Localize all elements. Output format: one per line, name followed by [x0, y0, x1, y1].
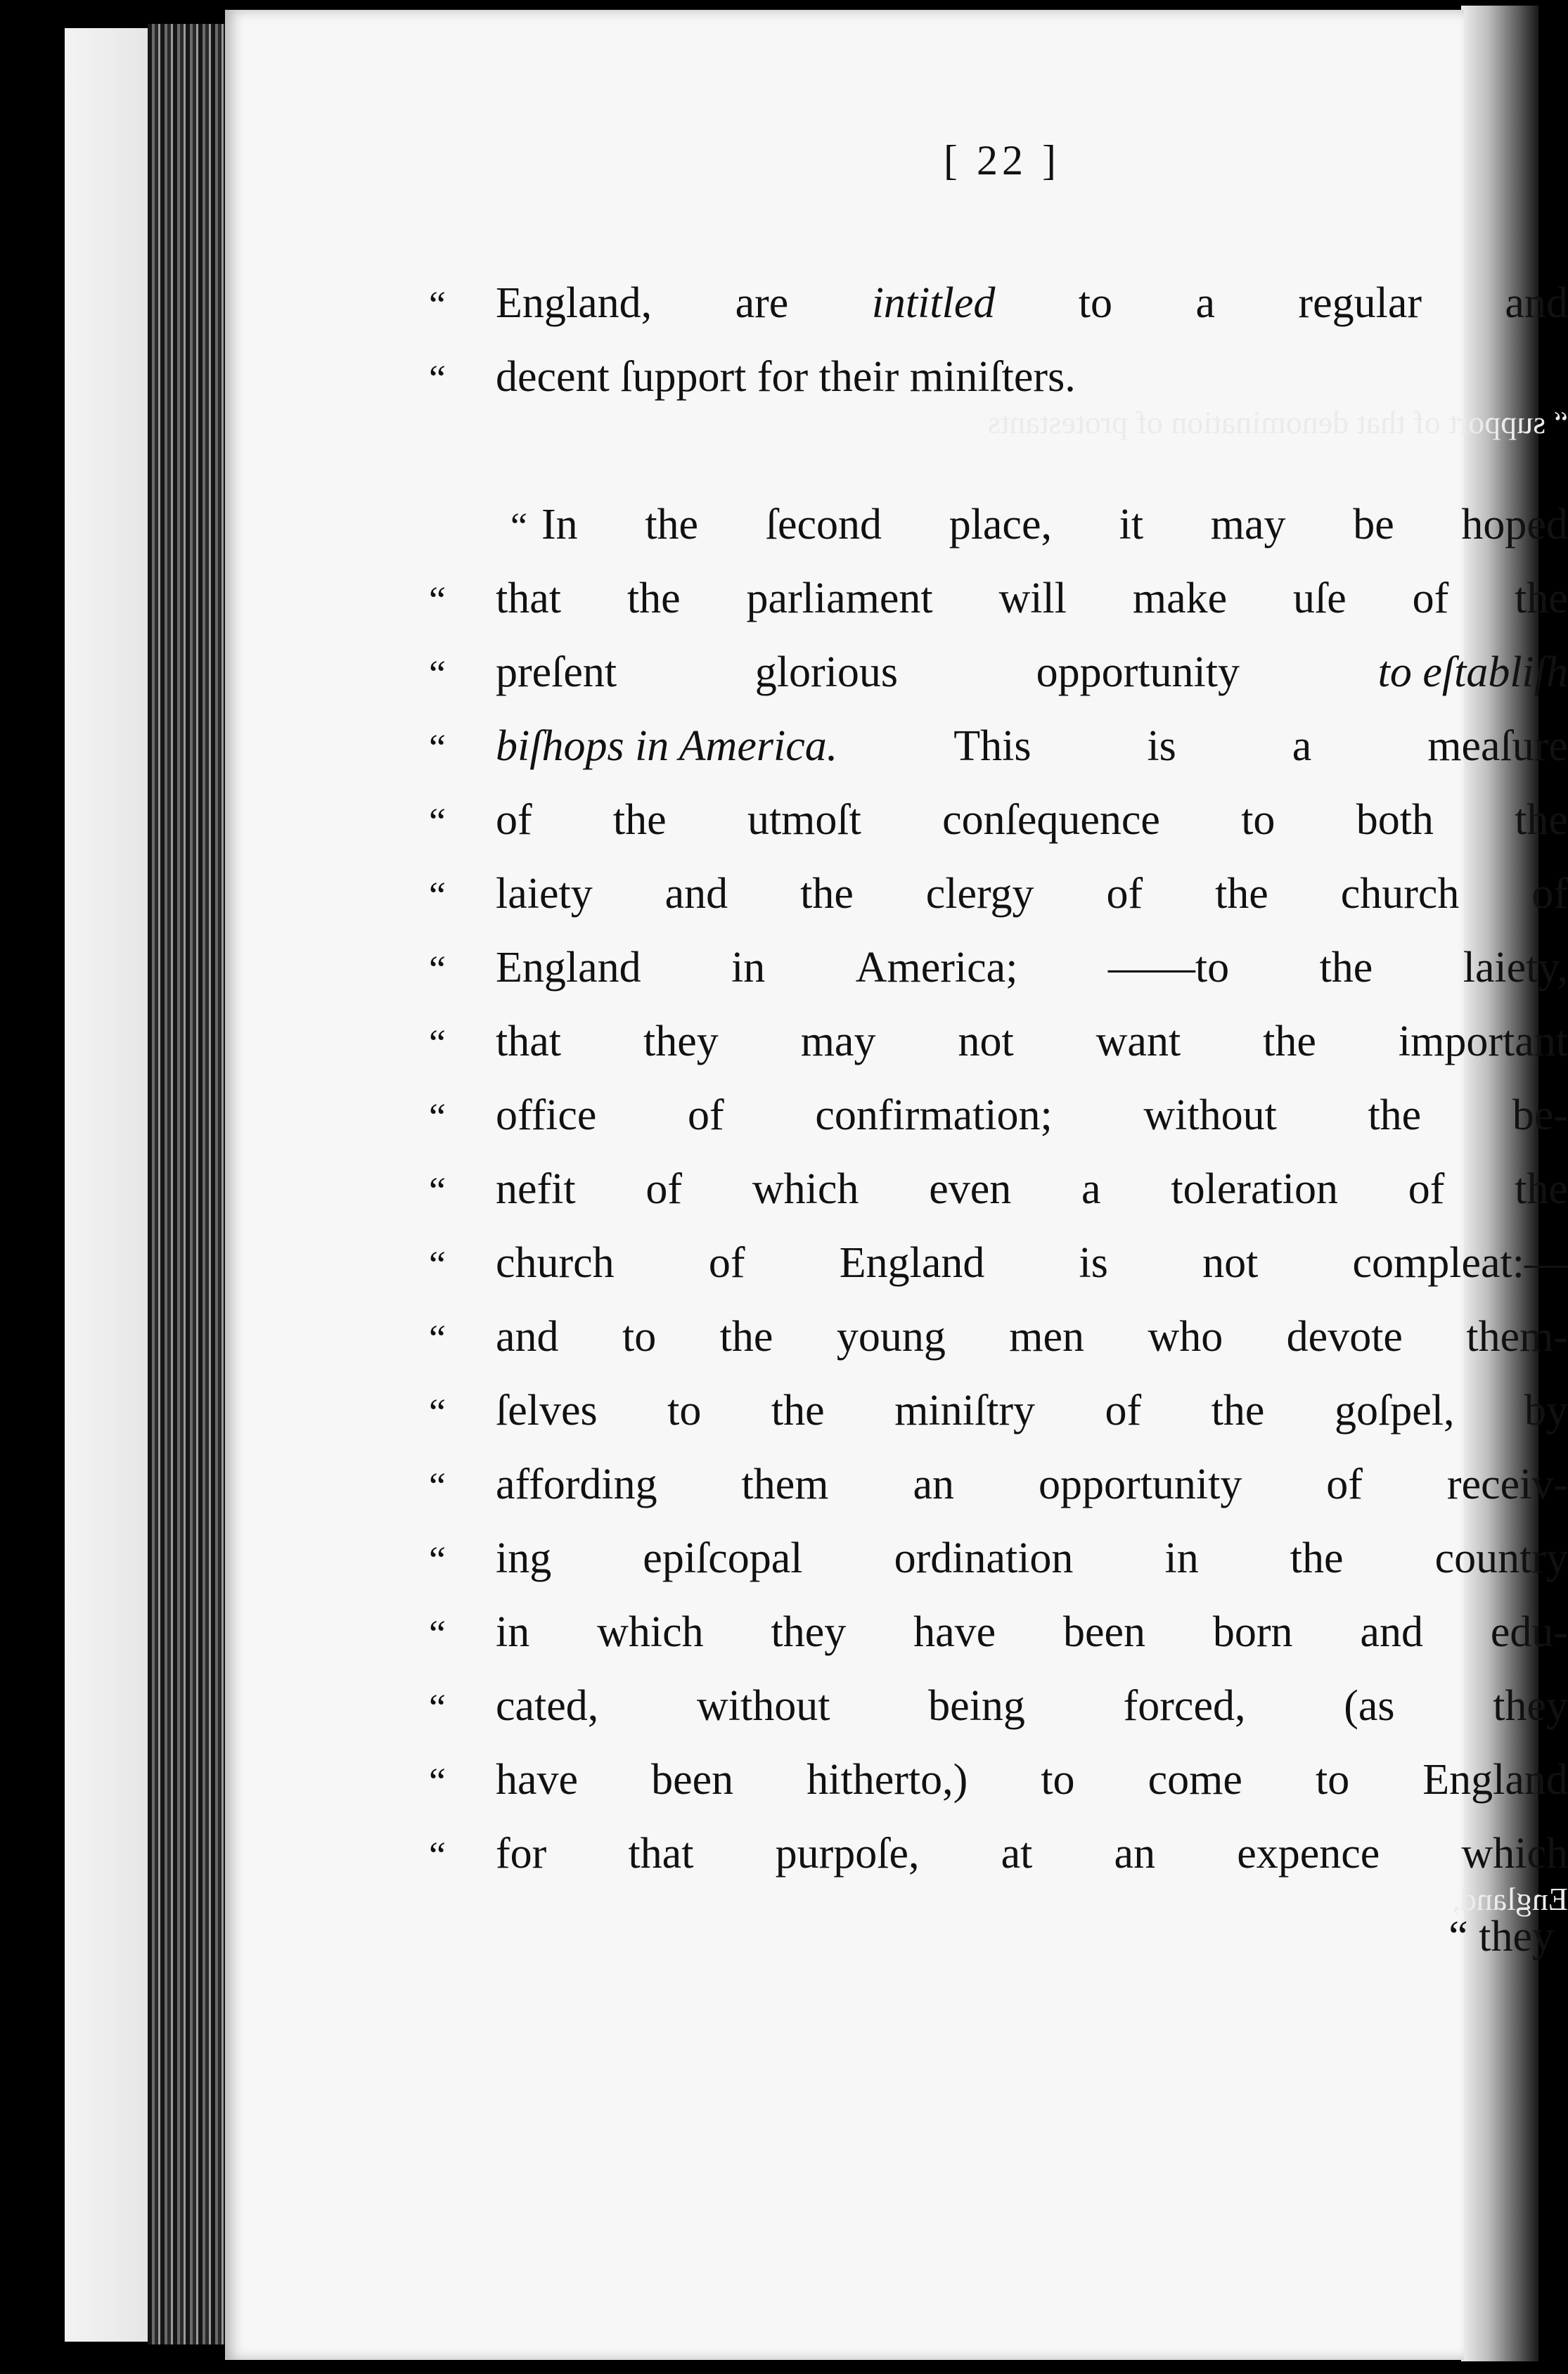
- word: and: [1360, 1608, 1423, 1656]
- word: clergy: [925, 870, 1034, 918]
- word: the: [1211, 1387, 1265, 1435]
- line-text: [541, 488, 1568, 562]
- word: who: [1148, 1313, 1223, 1361]
- word: without: [697, 1682, 830, 1730]
- word: they: [643, 1018, 719, 1065]
- word: ——to: [1107, 944, 1230, 992]
- word: that: [496, 1018, 561, 1065]
- word: America;: [855, 944, 1018, 992]
- word: the: [1215, 870, 1268, 918]
- text-line: [429, 1300, 1568, 1374]
- word: expence: [1237, 1830, 1380, 1878]
- text-line: [429, 488, 1568, 562]
- word: ing: [496, 1534, 552, 1582]
- word: been: [1063, 1608, 1146, 1656]
- book-page: [225, 10, 1568, 2360]
- line-text: [496, 1079, 1568, 1153]
- text-line: [429, 1448, 1568, 1522]
- text-line: [429, 1079, 1568, 1153]
- word: be-: [1512, 1091, 1568, 1139]
- word: confirmation;: [815, 1091, 1053, 1139]
- quotation-mark: “: [429, 1169, 446, 1212]
- bleed-through-text: England,: [1452, 1881, 1568, 1917]
- text-line: [429, 562, 1568, 636]
- quotation-mark: “: [429, 1612, 446, 1655]
- word: important: [1398, 1018, 1568, 1065]
- quotation-mark: “: [429, 948, 446, 990]
- word: not: [1202, 1239, 1259, 1287]
- word: of: [1531, 870, 1568, 918]
- quotation-mark: “: [429, 579, 446, 621]
- word: that: [628, 1830, 694, 1878]
- word: a: [1292, 722, 1312, 770]
- text-line: [429, 783, 1568, 857]
- word: and: [1505, 279, 1568, 327]
- word: of: [688, 1091, 724, 1139]
- text-line: [429, 636, 1568, 710]
- quotation-mark: “: [429, 357, 446, 399]
- word: of: [1106, 870, 1143, 918]
- word: without: [1143, 1091, 1277, 1139]
- word: church: [496, 1239, 615, 1287]
- word: utmoſt: [747, 796, 861, 844]
- word: both: [1356, 796, 1434, 844]
- word: receiv-: [1446, 1461, 1568, 1508]
- quotation-mark: “: [429, 726, 446, 769]
- word: purpoſe,: [775, 1830, 920, 1878]
- line-text: [496, 783, 1568, 857]
- word: of: [1412, 575, 1449, 622]
- word: to: [667, 1387, 702, 1435]
- word: which: [1461, 1830, 1568, 1878]
- word: ordination: [894, 1534, 1074, 1582]
- word: laiety,: [1463, 944, 1568, 992]
- line-text: [496, 1005, 1568, 1079]
- line-text: [496, 1669, 1568, 1743]
- word: may: [800, 1018, 876, 1065]
- word: of: [1326, 1461, 1363, 1508]
- word: (as: [1344, 1682, 1395, 1730]
- word: to: [1315, 1756, 1350, 1804]
- word: of: [708, 1239, 745, 1287]
- word: the: [800, 870, 854, 918]
- word: parliament: [746, 575, 933, 622]
- word: affording: [496, 1461, 657, 1508]
- word: the: [1368, 1091, 1422, 1139]
- line-text: [496, 267, 1568, 340]
- line-text: [496, 1817, 1568, 1891]
- quotation-mark: “: [429, 1465, 446, 1507]
- word: country: [1434, 1534, 1568, 1582]
- word: which: [752, 1165, 859, 1213]
- word: men: [1009, 1313, 1085, 1361]
- quotation-mark: “: [429, 800, 446, 842]
- word: England: [839, 1239, 985, 1287]
- word: that: [496, 575, 561, 622]
- word: is: [1079, 1239, 1108, 1287]
- text-line: [429, 710, 1568, 783]
- word: it: [1119, 501, 1144, 548]
- page-number: [ 22 ]: [944, 137, 1060, 184]
- word: is: [1147, 722, 1176, 770]
- word: the: [1515, 575, 1568, 622]
- quotation-mark: “: [429, 283, 446, 326]
- word: make: [1132, 575, 1228, 622]
- text-line: [429, 857, 1568, 931]
- word: decent ſupport for their miniſters.: [496, 353, 1076, 401]
- quotation-mark: “: [429, 874, 446, 916]
- word: preſent: [496, 648, 617, 696]
- word: not: [958, 1018, 1014, 1065]
- word: will: [998, 575, 1067, 622]
- line-text: [496, 931, 1568, 1005]
- word: toleration: [1171, 1165, 1338, 1213]
- word: which: [597, 1608, 704, 1656]
- word: the: [626, 575, 681, 622]
- word: they: [771, 1608, 847, 1656]
- line-text: [496, 1300, 1568, 1374]
- text-line: [429, 1153, 1568, 1226]
- word: opportunity: [1036, 648, 1240, 696]
- word: and: [496, 1313, 559, 1361]
- italic-word: intitled: [871, 279, 996, 327]
- word: to: [1241, 796, 1275, 844]
- line-text: [496, 857, 1568, 931]
- line-text: [496, 1596, 1568, 1669]
- line-text: [496, 636, 1568, 710]
- word: an: [913, 1461, 955, 1508]
- word: epiſcopal: [643, 1534, 803, 1582]
- text-line: [429, 931, 1568, 1005]
- word: a: [1081, 1165, 1101, 1213]
- word: the: [1263, 1018, 1316, 1065]
- word: want: [1095, 1018, 1181, 1065]
- quotation-mark: “: [429, 653, 446, 695]
- word: at: [1001, 1830, 1033, 1878]
- word: forced,: [1123, 1682, 1246, 1730]
- line-text: [496, 1153, 1568, 1226]
- word: they: [1493, 1682, 1568, 1730]
- word: hoped: [1461, 501, 1568, 548]
- word: to: [1041, 1756, 1075, 1804]
- word: born: [1212, 1608, 1293, 1656]
- word: the: [1515, 1165, 1568, 1213]
- word: conſequence: [942, 796, 1160, 844]
- line-text: [496, 1743, 1568, 1817]
- word: This: [953, 722, 1032, 770]
- word: regular: [1298, 279, 1422, 327]
- word: in: [496, 1608, 530, 1656]
- word: of: [1105, 1387, 1142, 1435]
- text-line: [429, 1226, 1568, 1300]
- word: to: [622, 1313, 657, 1361]
- word: England: [1422, 1756, 1568, 1804]
- word: a: [1195, 279, 1215, 327]
- word: the: [645, 501, 699, 548]
- text-line: [429, 1596, 1568, 1669]
- text-line: [429, 267, 1568, 340]
- word: compleat:—: [1352, 1239, 1568, 1287]
- word: young: [836, 1313, 946, 1361]
- text-line: [429, 1817, 1568, 1891]
- word: of: [645, 1165, 683, 1213]
- word: the: [1515, 796, 1568, 844]
- word: hitherto,): [807, 1756, 968, 1804]
- word: office: [496, 1091, 597, 1139]
- quotation-mark: “: [429, 1539, 446, 1581]
- quotation-mark: “: [429, 1686, 446, 1728]
- quotation-mark: “: [510, 505, 527, 547]
- word: the: [719, 1313, 773, 1361]
- word: meaſure: [1427, 722, 1568, 770]
- word: miniſtry: [894, 1387, 1035, 1435]
- word: by: [1524, 1387, 1568, 1435]
- bleed-through-text: “ support of that denomination of protestants: [987, 404, 1568, 440]
- word: uſe: [1293, 575, 1347, 622]
- line-text: [496, 562, 1568, 636]
- word: of: [496, 796, 532, 844]
- text-line: [429, 1522, 1568, 1596]
- word: ſecond: [765, 501, 882, 548]
- word: of: [1408, 1165, 1445, 1213]
- line-text: [496, 1226, 1568, 1300]
- quotation-mark: “: [429, 1022, 446, 1064]
- word: in: [1164, 1534, 1199, 1582]
- italic-word: to eſtabliſh: [1377, 648, 1568, 696]
- word: laiety: [496, 870, 593, 918]
- word: the: [1319, 944, 1373, 992]
- word: church: [1340, 870, 1460, 918]
- word: them-: [1466, 1313, 1568, 1361]
- word: being: [928, 1682, 1025, 1730]
- word: be: [1353, 501, 1394, 548]
- word: the: [1290, 1534, 1344, 1582]
- quotation-mark: “: [429, 1243, 446, 1285]
- word: have: [496, 1756, 579, 1804]
- word: edu-: [1490, 1608, 1568, 1656]
- text-line: [429, 340, 1568, 414]
- italic-word: biſhops in America.: [496, 722, 838, 770]
- word: been: [651, 1756, 734, 1804]
- word: to: [1078, 279, 1113, 327]
- quotation-mark: “: [429, 1317, 446, 1359]
- word: the: [612, 796, 667, 844]
- word: glorious: [754, 648, 899, 696]
- word: an: [1114, 1830, 1156, 1878]
- word: England: [496, 944, 641, 992]
- word: in: [731, 944, 766, 992]
- quotation-mark: “: [429, 1834, 446, 1876]
- word: even: [929, 1165, 1012, 1213]
- word: are: [735, 279, 789, 327]
- line-text: [496, 1374, 1568, 1448]
- word: them: [741, 1461, 829, 1508]
- line-text: [496, 340, 1568, 414]
- book-spine-edge: [148, 24, 232, 2344]
- word: may: [1210, 501, 1286, 548]
- word: have: [913, 1608, 996, 1656]
- word: opportunity: [1039, 1461, 1242, 1508]
- text-line: [429, 1669, 1568, 1743]
- text-line: [429, 1374, 1568, 1448]
- word: devote: [1286, 1313, 1403, 1361]
- word: goſpel,: [1334, 1387, 1455, 1435]
- text-line: [429, 1743, 1568, 1817]
- catchword: “ they: [1448, 1913, 1554, 1961]
- word: the: [771, 1387, 825, 1435]
- word: ſelves: [496, 1387, 598, 1435]
- word: In: [541, 501, 578, 548]
- quotation-mark: “: [429, 1760, 446, 1802]
- word: England,: [496, 279, 653, 327]
- text-line: [429, 1005, 1568, 1079]
- word: for: [496, 1830, 547, 1878]
- body-text: [429, 136, 1568, 2246]
- word: cated,: [496, 1682, 599, 1730]
- quotation-mark: “: [429, 1096, 446, 1138]
- line-text: [496, 1448, 1568, 1522]
- word: place,: [949, 501, 1052, 548]
- line-text: [496, 1522, 1568, 1596]
- word: come: [1148, 1756, 1242, 1804]
- quotation-mark: “: [429, 1391, 446, 1433]
- word: and: [664, 870, 728, 918]
- line-text: [496, 710, 1568, 783]
- word: nefit: [496, 1165, 576, 1213]
